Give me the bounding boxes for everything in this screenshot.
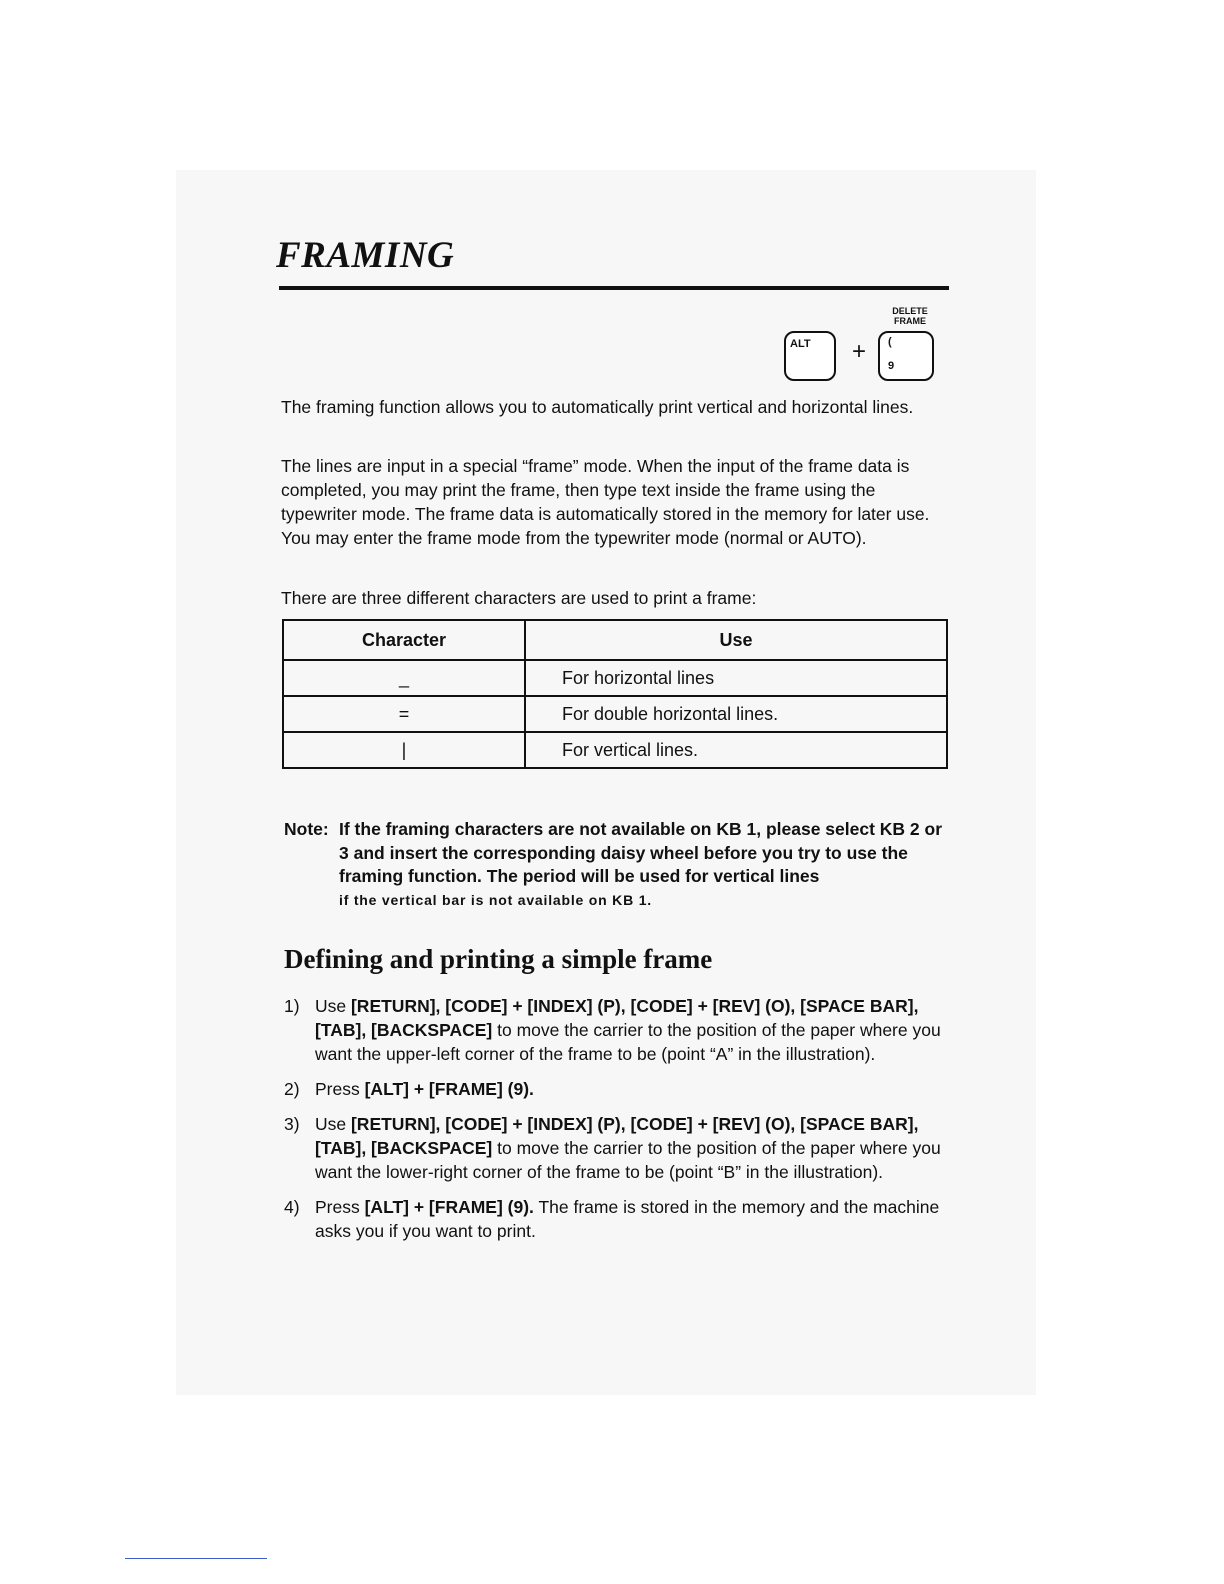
cell-character: = [283, 696, 525, 732]
characters-intro: There are three different characters are used to print a frame: [281, 588, 757, 608]
intro-paragraph: The framing function allows you to automatically print vertical and horizontal lines. [281, 397, 914, 417]
title-rule [279, 286, 949, 290]
cell-character: _ [283, 660, 525, 696]
note-block [284, 818, 952, 912]
step-keys: [ALT] + [FRAME] (9). [364, 1079, 534, 1099]
step-lead: Use [315, 1114, 351, 1134]
alt-key-label: ALT [790, 338, 811, 350]
page-title: FRAMING [276, 235, 455, 276]
key-combination [782, 306, 942, 388]
table-row [283, 660, 947, 696]
step-keys: [RETURN], [CODE] + [INDEX] (P), [CODE] + [REV] (O), [SPACE BAR], [TAB], [BACKSPACE] [315, 996, 919, 1040]
frame-characters-table [282, 619, 948, 769]
list-item [284, 994, 952, 1066]
note-text: If the framing characters are not available on KB 1, please select KB 2 or 3 and insert the corresponding daisy wheel before you try to use the framing function. The period will be used for vertical lines [339, 819, 942, 886]
plus-sign: + [852, 338, 867, 365]
list-item [284, 1112, 952, 1184]
list-item [284, 1077, 952, 1101]
list-item [284, 1195, 952, 1243]
header-use: Use [525, 620, 947, 660]
header-character: Character [283, 620, 525, 660]
table-header-row [283, 620, 947, 660]
key-caption [886, 306, 934, 326]
cell-character: | [283, 732, 525, 768]
nine-key-top-label: ( [888, 336, 892, 348]
alt-key-icon [784, 331, 836, 381]
footnote-separator [125, 1558, 267, 1559]
note-label: Note: [284, 819, 329, 839]
step-number: 1) [284, 996, 300, 1016]
key-caption-frame: FRAME [894, 316, 926, 326]
cell-use: For double horizontal lines. [525, 696, 947, 732]
nine-key-icon [878, 331, 934, 381]
step-lead: Use [315, 996, 351, 1016]
cell-use: For horizontal lines [525, 660, 947, 696]
frame-mode-paragraph: The lines are input in a special “frame” mode. When the input of the frame data is completed, you may print the frame, then type text inside the frame using the typewriter mode. The frame data is automatically stored in the memory for later use. You may enter the frame mode from the typewriter mode (normal or AUTO). [281, 456, 930, 548]
table-row [283, 696, 947, 732]
step-text: to move the carrier to the position of the paper where you want the lower-right corner of the frame to be (point “B” in the illustration). [315, 1138, 941, 1182]
nine-key-bottom-label: 9 [888, 360, 895, 372]
cell-use: For vertical lines. [525, 732, 947, 768]
step-lead: Press [315, 1079, 365, 1099]
step-number: 4) [284, 1197, 300, 1217]
step-text: to move the carrier to the position of the paper where you want the upper-left corner of the frame to be (point “A” in the illustration). [315, 1020, 941, 1064]
note-body [339, 818, 952, 912]
step-number: 3) [284, 1114, 300, 1134]
note-tail: if the vertical bar is not available on KB 1. [339, 891, 652, 908]
step-lead: Press [315, 1197, 365, 1217]
step-text: The frame is stored in the memory and the machine asks you if you want to print. [315, 1197, 940, 1241]
step-number: 2) [284, 1079, 300, 1099]
step-keys: [ALT] + [FRAME] (9). [364, 1197, 534, 1217]
key-caption-delete: DELETE [892, 306, 928, 316]
steps-list [284, 994, 952, 1254]
step-keys: [RETURN], [CODE] + [INDEX] (P), [CODE] + [REV] (O), [SPACE BAR], [TAB], [BACKSPACE] [315, 1114, 919, 1158]
section-heading: Defining and printing a simple frame [284, 944, 713, 974]
table-row [283, 732, 947, 768]
